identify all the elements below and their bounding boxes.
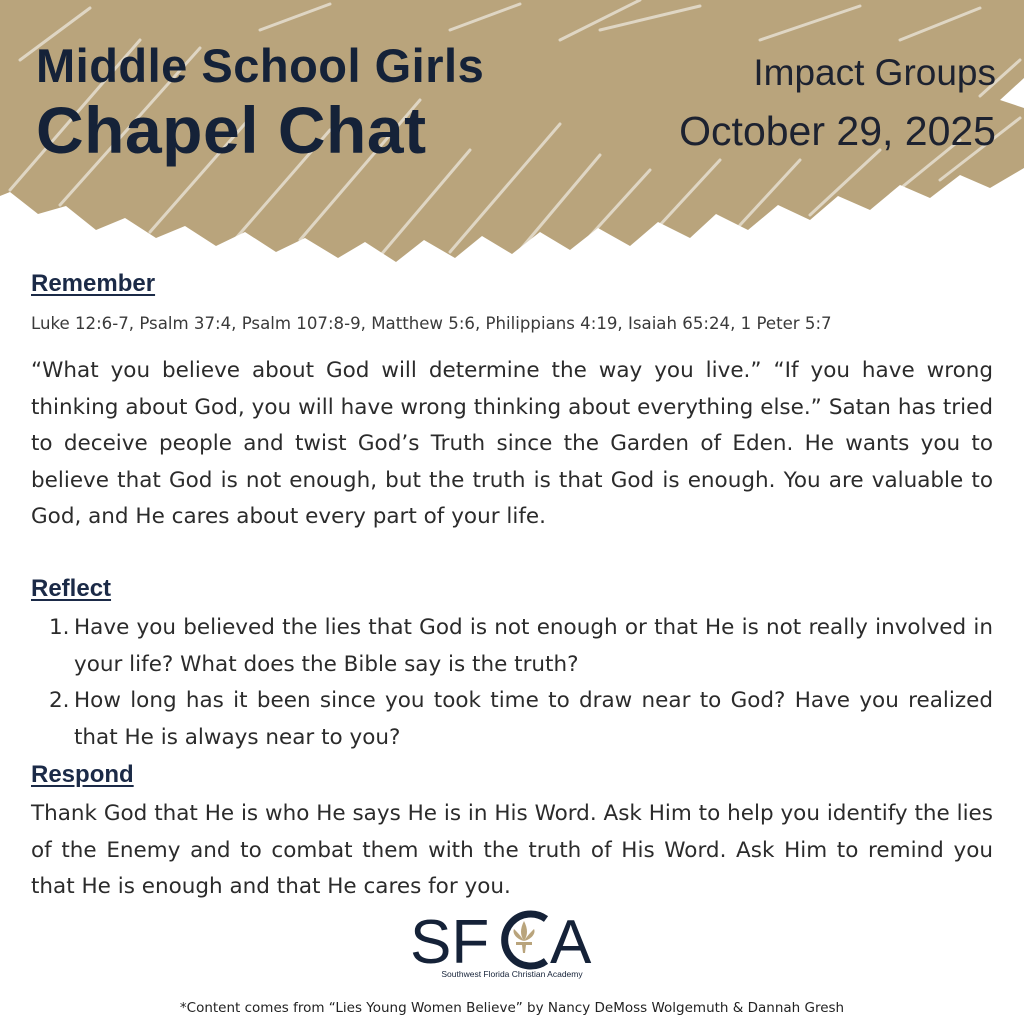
title-line-2: Chapel Chat [36, 93, 427, 167]
remember-heading: Remember [31, 270, 156, 297]
content-credit: *Content comes from “Lies Young Women Believe” by Nancy DeMoss Wolgemuth & Dannah Gresh [179, 1000, 845, 1016]
respond-paragraph: Thank God that He is who He says He is in His Word. Ask Him to help you identify the lies of the Enemy and to combat them with the truth of His Word. Ask Him to remind you that He is enough and that He cares for you. [31, 801, 993, 899]
reflect-question [31, 610, 993, 683]
sfca-logo [410, 905, 614, 981]
impact-groups-label: Impact Groups [753, 52, 996, 93]
scripture-references: Luke 12:6-7, Psalm 37:4, Psalm 107:8-9, Matthew 5:6, Philippians 4:19, Isaiah 65:24, 1 Peter 5:7 [31, 314, 832, 333]
question-number: 1. [49, 615, 70, 640]
logo-letters-right: A [550, 908, 592, 977]
question-text: Have you believed the lies that God is not enough or that He is not really involved in your life? What does the Bible say is the truth? [74, 615, 993, 677]
fleur-de-lis-icon [513, 921, 534, 953]
logo-letters-left: SF [410, 908, 490, 977]
logo-tagline: Southwest Florida Christian Academy [441, 969, 583, 979]
respond-heading: Respond [31, 761, 134, 788]
date-label: October 29, 2025 [679, 108, 996, 154]
reflect-heading: Reflect [31, 575, 112, 602]
title-line-1: Middle School Girls [36, 39, 485, 92]
remember-paragraph: “What you believe about God will determine the way you live.” “If you have wrong thinking about God, you will have wrong thinking about everything else.” Satan has tried to deceive people and twist God’s Truth since the Garden of Eden. He wants you to believe that God is not enough, but the truth is that God is enough. You are valuable to God, and He cares about every part of your life. [31, 358, 993, 529]
reflect-question [31, 683, 993, 756]
question-text: How long has it been since you took time to draw near to God? Have you realized that He is always near to you? [74, 688, 993, 750]
reflect-questions [31, 610, 993, 756]
question-number: 2. [49, 688, 70, 713]
